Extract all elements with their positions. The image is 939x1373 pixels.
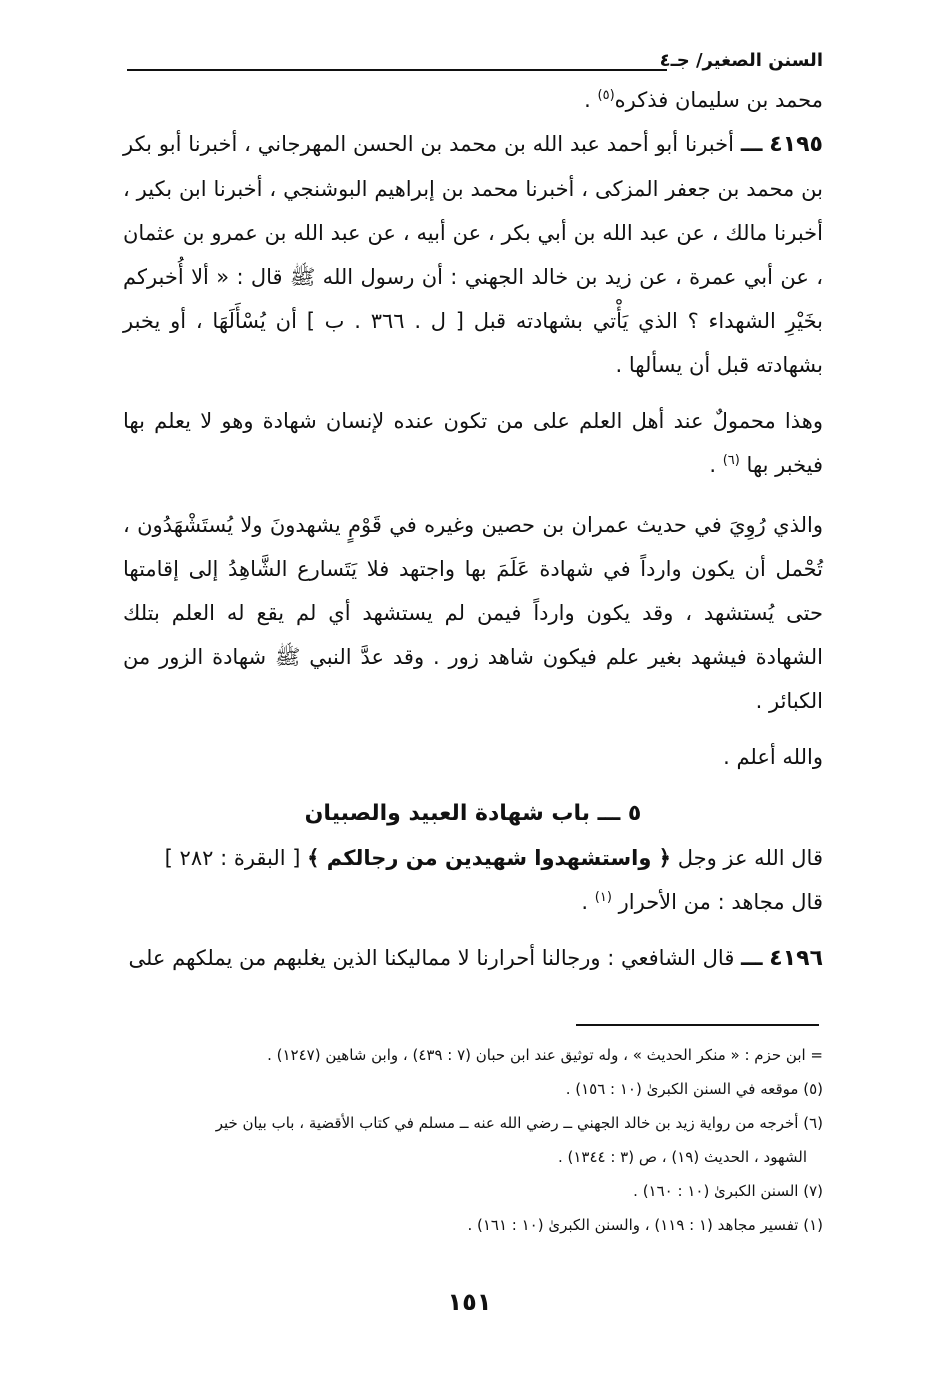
hadith-number: ٤١٩٦: [769, 946, 823, 971]
paragraph-end: .: [709, 453, 717, 477]
paragraph-end: .: [584, 88, 591, 112]
main-text: [123, 78, 823, 981]
footnote-6-continued: الشهود ، الحديث (١٩) ، ص (٣ : ١٣٤٤) .: [557, 1148, 807, 1166]
footnote-5: (٥) موقعه في السنن الكبرىٰ (١٠ : ١٥٦) .: [565, 1080, 823, 1098]
paragraph-text: وهذا محمولٌ عند أهل العلم على من تكون عنده لإنسان شهادة وهو لا يعلم بها فيخبر بها: [123, 409, 823, 477]
mujahid-quote: قال مجاهد : من الأحرار: [618, 890, 823, 914]
footnote-ref: (٥): [597, 88, 615, 103]
quran-citation: [123, 836, 823, 924]
hadith-dash: ـــ: [740, 132, 763, 156]
closing-phrase: والله أعلم .: [723, 745, 823, 769]
paragraph-text: محمد بن سليمان فذكره: [614, 88, 823, 112]
footnote-7: (٧) السنن الكبرىٰ (١٠ : ١٦٠) .: [633, 1182, 823, 1200]
hadith-text: أخبرنا أبو أحمد عبد الله بن محمد بن الحسن المهرجاني ، أخبرنا أبو بكر بن محمد بن جعفر المزكى ، أخبرنا محمد بن إبراهيم البوشنجي ، أخبرنا ابن بكير ، أخبرنا مالك ، عن عبد الله بن أبي بكر ، عن أبيه ، عن عبد الله بن عمرو بن عثمان ، عن أبي عمرة ، عن زيد بن خالد الجهني : أن رسول الله ﷺ قال : « ألا أُخبركم بخَيْرِ الشهداء ؟ الذي يَأْتي بشهادته قبل [ ل . ٣٦٦ . ب ] أن يُسْأَلَهَا ، أو يخبر بشهادته قبل أن يسألها .: [123, 132, 824, 377]
paragraph-commentary: [123, 399, 823, 487]
paragraph-continuation: [123, 78, 823, 122]
section-heading: ٥ ـــ باب شهادة العبيد والصبيان: [304, 801, 642, 826]
footnote-ref: (٦): [722, 453, 740, 468]
footnote-continuation: = ابن حزم : « منكر الحديث » ، وله توثيق عند ابن حبان (٧ : ٤٣٩) ، وابن شاهين (١٢٤٧) .: [267, 1046, 823, 1064]
footnote-rule: [576, 1024, 819, 1026]
hadith-dash: ـــ: [741, 946, 763, 970]
hadith-4196: [123, 936, 823, 981]
paragraph-end: .: [581, 890, 589, 914]
page-number: ١٥١: [447, 1288, 492, 1316]
citation-lead: قال الله عز وجل: [677, 846, 823, 870]
paragraph-commentary-2: والذي رُوِيَ في حديث عمران بن حصين وغيره في قَوْمٍ يشهدونَ ولا يُستَشْهَدُون ، تُحْمل أن يكون وارداً في شهادة عَلَمَ بها واجتهد فلا يَتَسارع الشَّاهِدُ إلى إقامتها حتى يُستشهد ، وقد يكون وارداً فيمن لم يستشهد أي لم يقع له العلم بتلك الشهادة فيشهد بغير علم فيكون شاهد زور . وقد عدَّ النبي ﷺ شهادة الزور من الكبائر .: [123, 513, 823, 713]
footnote-ref: (١): [594, 890, 612, 905]
header-rule: [127, 69, 667, 71]
footnote-6: (٦) أخرجه من رواية زيد بن خالد الجهني ــ رضي الله عنه ــ مسلم في كتاب الأقضية ، باب بيان خير: [215, 1114, 823, 1132]
footnote-1: (١) تفسير مجاهد (١ : ١١٩) ، والسنن الكبرىٰ (١٠ : ١٦١) .: [467, 1216, 823, 1234]
hadith-text: قال الشافعي : ورجالنا أحرارنا لا مماليكنا الذين يغلبهم من يملكهم على: [128, 946, 735, 970]
verse-reference: [ البقرة : ٢٨٢ ]: [164, 846, 301, 870]
hadith-number: ٤١٩٥: [769, 132, 823, 157]
running-header-title: السنن الصغير/ جـ٤: [659, 50, 823, 71]
footnotes: [119, 1038, 823, 1242]
quran-verse: ﴿ واستشهدوا شهيدين من رجالكم ﴾: [307, 846, 671, 870]
hadith-4195: [123, 122, 823, 387]
